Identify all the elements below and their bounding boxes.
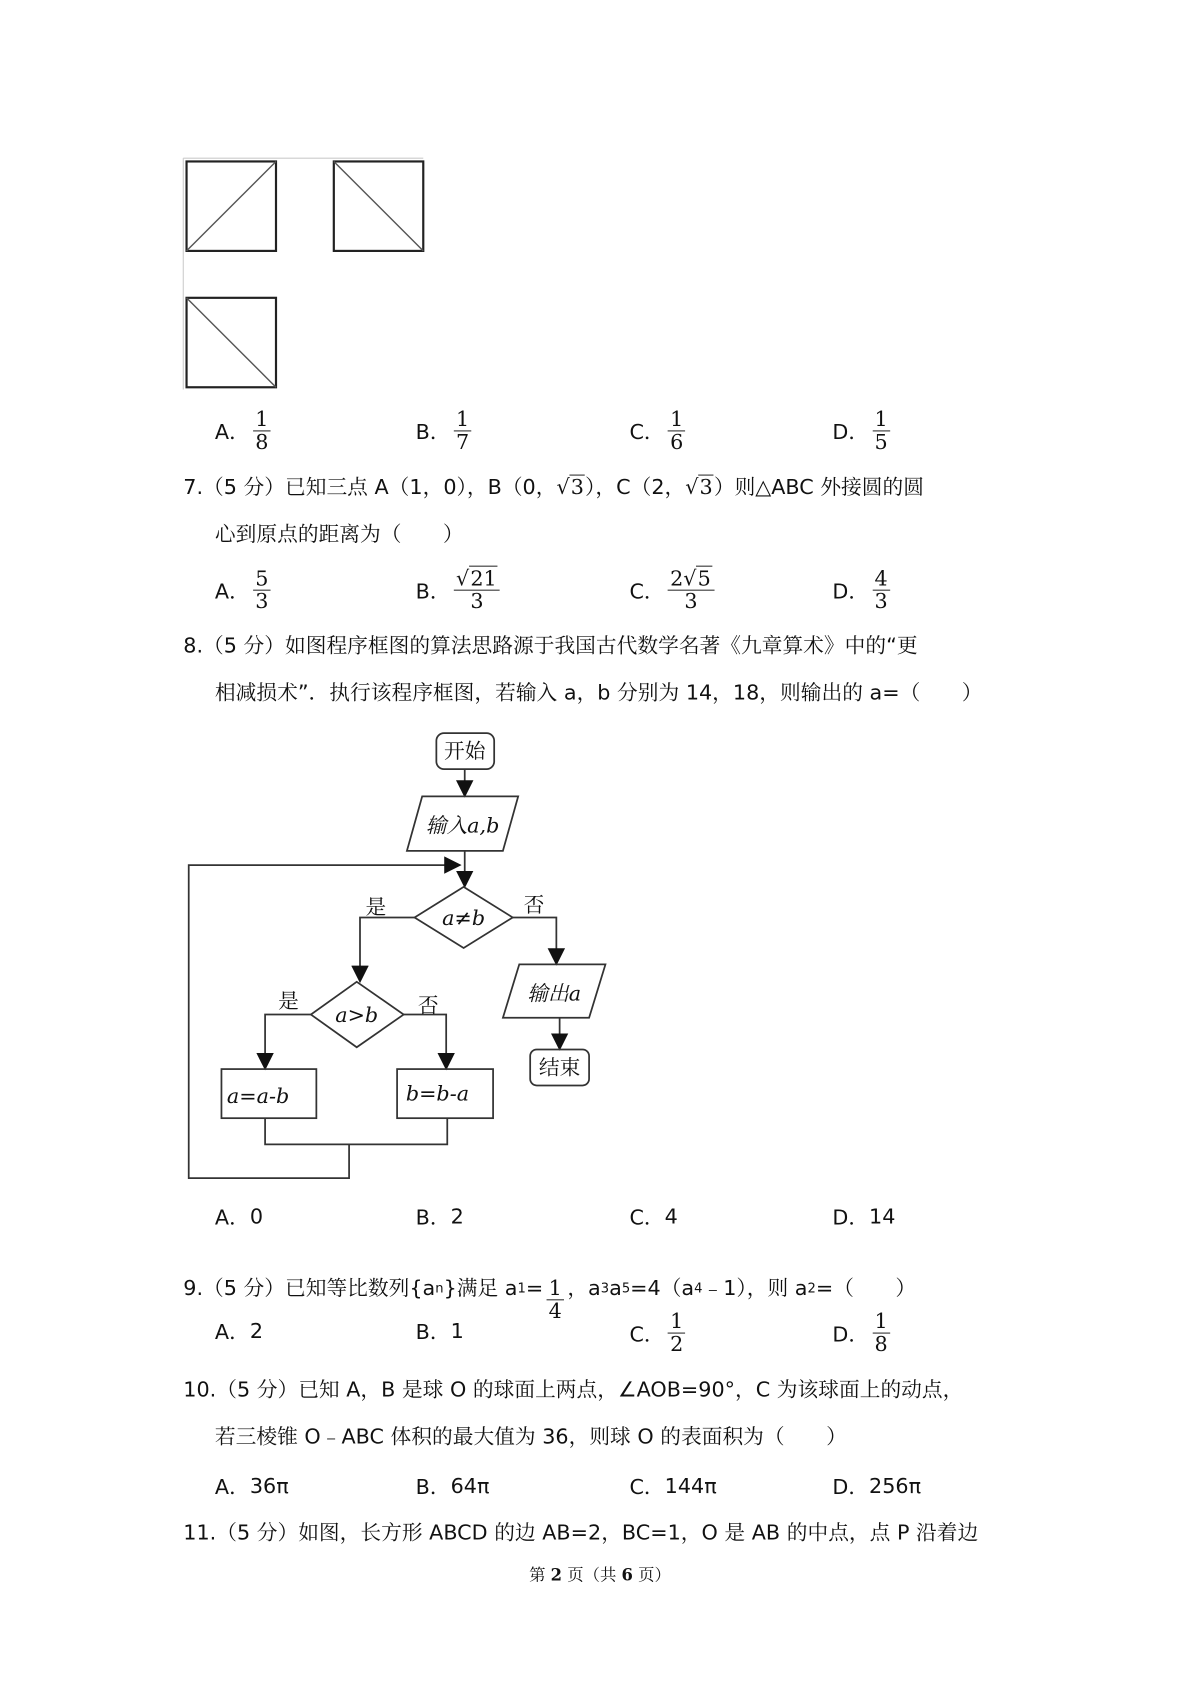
q8-stem-line2: 相减损术”．执行该程序框图，若输入 a，b 分别为 14，18，则输出的 a=（ ） xyxy=(214,680,983,705)
flow-end-label: 结束 xyxy=(538,1055,581,1080)
flow-box1-label: a=a-b xyxy=(226,1083,290,1108)
q8-stem-line1: 8.（5 分）如图程序框图的算法思路源于我国古代数学名著《九章算术》中的“更 xyxy=(183,633,918,658)
option-label: D． xyxy=(832,420,870,445)
q9-option-b[interactable]: B． 1 xyxy=(415,1318,464,1345)
q7-stem-line1: 7.（5 分）已知三点 A（1，0），B（0，√3），C（2，√3）则△ABC 外接圆的圆 xyxy=(183,475,924,500)
fraction: $\frac{2√5}{3}$ xyxy=(668,568,714,613)
flow-no-label: 否 xyxy=(523,892,545,917)
fraction: $\frac{1}{6}$ xyxy=(668,409,686,454)
fraction: $\frac{1}{7}$ xyxy=(454,409,472,454)
flow-output-label: 输出a xyxy=(527,981,582,1006)
flow-yes-label: 是 xyxy=(278,988,299,1013)
option-label: B． xyxy=(415,579,451,604)
q11-stem-line1: 11.（5 分）如图，长方形 ABCD 的边 AB=2，BC=1，O 是 AB 的中点，点 P 沿着边 xyxy=(183,1520,979,1545)
option-label: C． xyxy=(629,579,665,604)
option-label: A． xyxy=(214,579,250,604)
flow-input-label: 输入a,b xyxy=(425,813,500,838)
flow-box2-label: b=b-a xyxy=(405,1081,470,1106)
q7-stem-line2: 心到原点的距离为（ ） xyxy=(214,522,464,547)
sqrt: √3 xyxy=(556,475,584,500)
option-label: D． xyxy=(832,579,870,604)
q10-option-b[interactable]: B． 64π xyxy=(415,1473,490,1500)
q10-stem-line2: 若三棱锥 O﹣ABC 体积的最大值为 36，则球 O 的表面积为（ ） xyxy=(214,1424,847,1449)
flow-cond2-label: a>b xyxy=(335,1003,379,1028)
fraction: $\frac{5}{3}$ xyxy=(253,568,271,613)
flow-cond1-label: a≠b xyxy=(442,906,486,931)
q10-stem-line1: 10.（5 分）已知 A，B 是球 O 的球面上两点，∠AOB=90°，C 为该球面上的动点， xyxy=(183,1377,964,1402)
option-label: A． xyxy=(214,420,250,445)
fraction: $\frac{1}{8}$ xyxy=(253,409,271,454)
option-label: B． xyxy=(415,420,451,445)
flow-start-label: 开始 xyxy=(443,739,486,764)
q10-option-c[interactable]: C． 144π xyxy=(629,1473,717,1500)
option-label: C． xyxy=(629,420,665,445)
q9-option-a[interactable]: A． 2 xyxy=(214,1318,264,1345)
fraction: $\frac{1}{2}$ xyxy=(668,1311,686,1356)
q8-option-d[interactable]: D． 14 xyxy=(832,1204,896,1230)
q10-option-d[interactable]: D． 256π xyxy=(832,1473,922,1500)
page-footer: 第 2 页（共 6 页） xyxy=(529,1565,671,1586)
q8-option-a[interactable]: A． 0 xyxy=(214,1204,264,1230)
q9-option-d[interactable]: D． $\frac{1}{8}$ xyxy=(832,1311,893,1356)
flow-yes-label: 是 xyxy=(365,895,387,920)
sqrt: √3 xyxy=(685,475,713,500)
q8-option-c[interactable]: C． 4 xyxy=(629,1204,678,1230)
q9-option-c[interactable]: C． $\frac{1}{2}$ xyxy=(629,1311,688,1356)
fraction: $\frac{1}{4}$ xyxy=(546,1277,564,1322)
q8-option-b[interactable]: B． 2 xyxy=(415,1204,464,1230)
fraction: $\frac{4}{3}$ xyxy=(872,568,890,613)
fraction: $\frac{1}{5}$ xyxy=(872,409,890,454)
fraction: $\frac{1}{8}$ xyxy=(872,1311,890,1356)
flow-no-label: 否 xyxy=(417,993,439,1018)
fraction: $\frac{√21}{3}$ xyxy=(454,568,500,613)
q10-option-a[interactable]: A． 36π xyxy=(214,1473,289,1500)
q9-stem: 9.（5 分）已知等比数列{a n }满足 a 1 = $\frac{1}{4}$ ，a 3 a 5 =4（a 4 ﹣1），则 a 2 =（ ） xyxy=(183,1275,917,1324)
